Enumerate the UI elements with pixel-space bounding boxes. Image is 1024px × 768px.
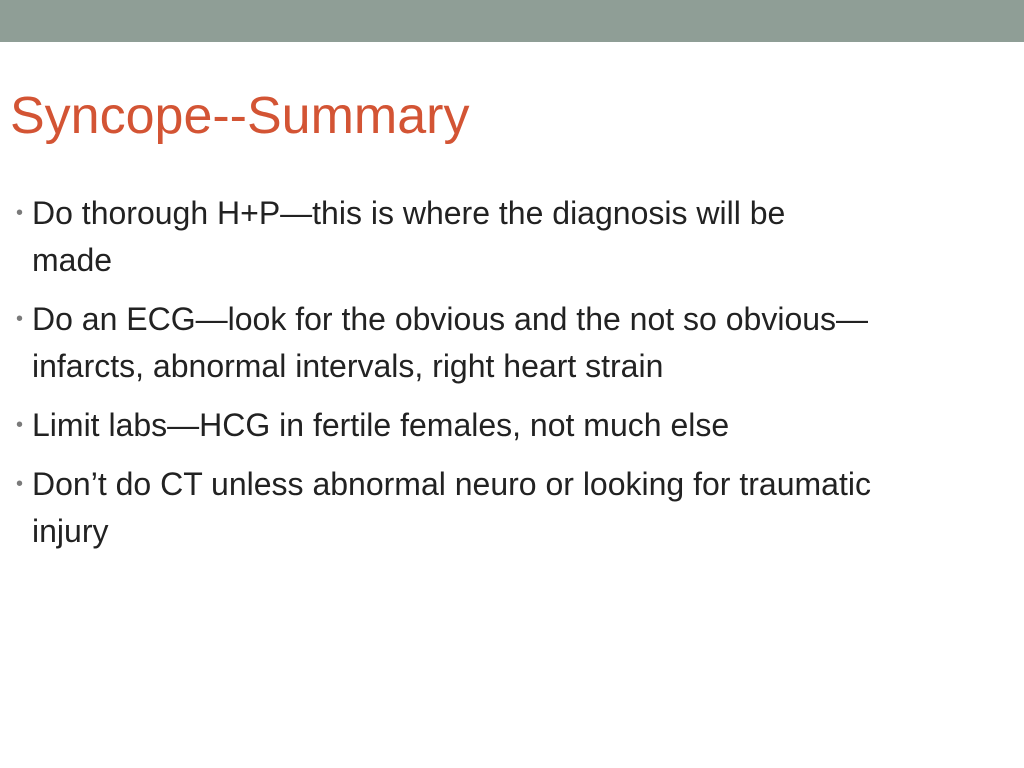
bullet-item xyxy=(16,461,922,555)
bullet-item xyxy=(16,296,912,390)
bullet-text: Don’t do CT unless abnormal neuro or looking for traumatic injury xyxy=(32,466,871,549)
bullet-text: Limit labs—HCG in fertile females, not much else xyxy=(32,407,730,443)
bullet-text: Do an ECG—look for the obvious and the not so obvious—infarcts, abnormal intervals, right heart strain xyxy=(32,301,869,384)
bullet-dot-icon: • xyxy=(16,308,24,330)
slide-title: Syncope--Summary xyxy=(10,87,470,145)
bullet-dot-icon: • xyxy=(16,202,24,224)
top-color-band xyxy=(0,0,1024,42)
bullet-dot-icon: • xyxy=(16,473,24,495)
bullet-text: Do thorough H+P—this is where the diagnosis will be made xyxy=(32,195,786,278)
bullet-item xyxy=(16,402,932,449)
bullet-list xyxy=(16,190,916,567)
bullet-item xyxy=(16,190,852,284)
bullet-dot-icon: • xyxy=(16,414,24,436)
